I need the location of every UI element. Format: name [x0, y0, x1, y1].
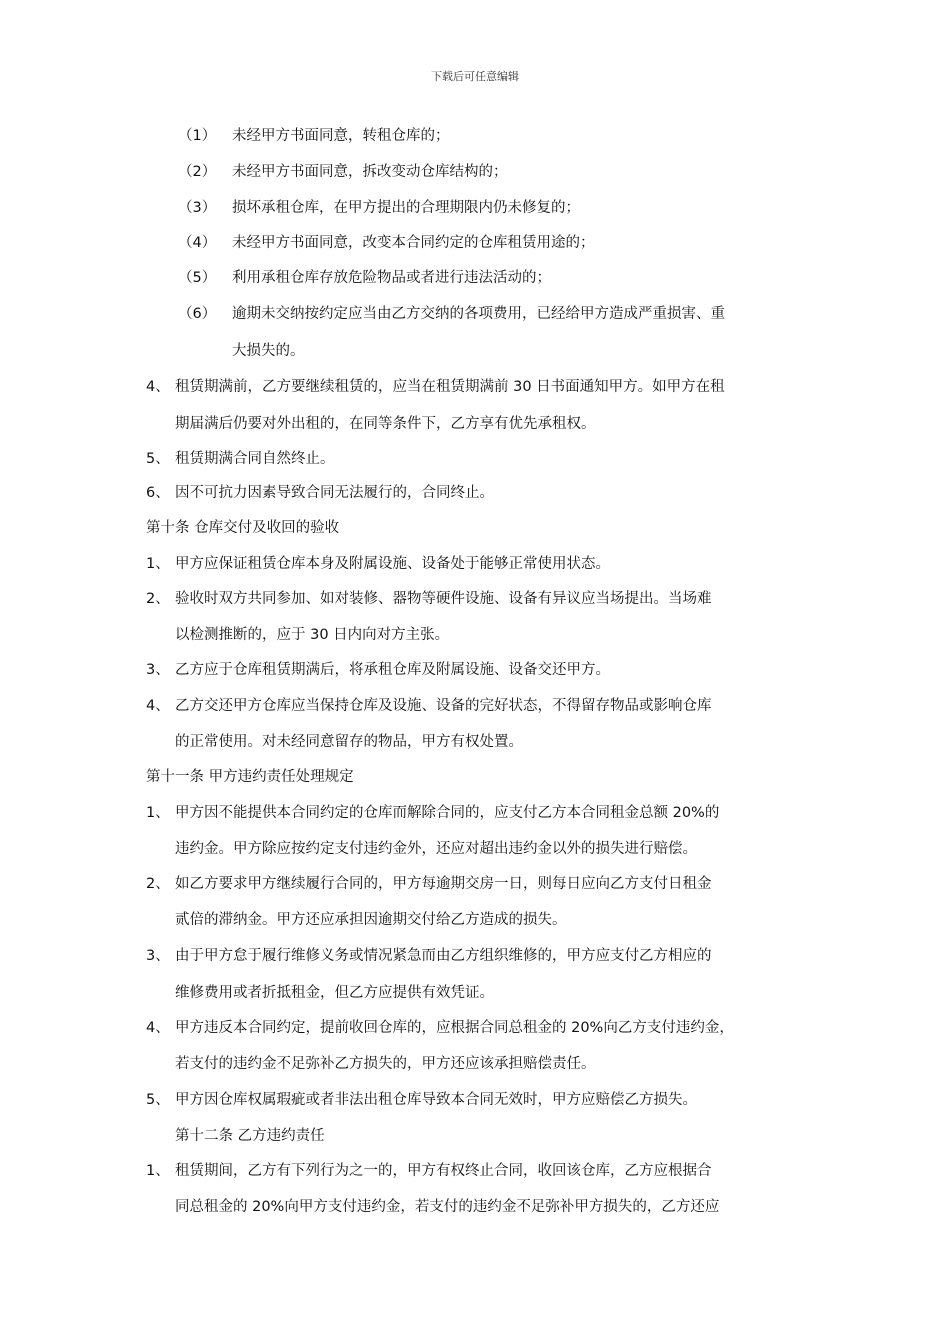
page-header: 下载后可任意编辑	[431, 70, 519, 83]
list-item-text: 乙方交还甲方仓库应当保持仓库及设施、设备的完好状态，不得留存物品或影响仓库	[175, 698, 712, 714]
article-12-title: 第十二条 乙方违约责任	[175, 1128, 325, 1144]
article-10-title: 第十条 仓库交付及收回的验收	[146, 520, 340, 536]
list-item-text: 由于甲方怠于履行维修义务或情况紧急而由乙方组织维修的，甲方应支付乙方相应的	[175, 948, 712, 964]
sub-item-text: 利用承租仓库存放危险物品或者进行违法活动的；	[232, 270, 551, 286]
sub-item-number: （1）	[178, 128, 217, 144]
list-item-continuation: 期届满后仍要对外出租的，在同等条件下，乙方享有优先承租权。	[175, 416, 596, 432]
sub-item-number: （4）	[178, 235, 217, 251]
sub-item-number: （3）	[178, 200, 217, 216]
sub-item-number: （2）	[178, 164, 217, 180]
list-item-number: 1、	[146, 805, 170, 821]
list-item-number: 6、	[146, 485, 170, 501]
list-item-number: 4、	[146, 379, 170, 395]
sub-item-text: 未经甲方书面同意，拆改变动仓库结构的；	[232, 164, 508, 180]
list-item-number: 4、	[146, 1020, 170, 1036]
list-item-text: 甲方违反本合同约定，提前收回仓库的，应根据合同总租金的 20%向乙方支付违约金，	[175, 1020, 734, 1036]
list-item-text: 甲方应保证租赁仓库本身及附属设施、设备处于能够正常使用状态。	[175, 556, 610, 572]
list-item-text: 因不可抗力因素导致合同无法履行的，合同终止。	[175, 485, 494, 501]
list-item-continuation: 贰倍的滞纳金。甲方还应承担因逾期交付给乙方造成的损失。	[175, 912, 567, 928]
list-item-number: 1、	[146, 1163, 170, 1179]
sub-item-text: 损坏承租仓库，在甲方提出的合理期限内仍未修复的；	[232, 200, 580, 216]
list-item-continuation: 以检测推断的，应于 30 日内向对方主张。	[175, 627, 450, 643]
list-item-text: 租赁期满合同自然终止。	[175, 451, 335, 467]
list-item-text: 验收时双方共同参加、如对装修、器物等硬件设施、设备有异议应当场提出。当场难	[175, 591, 712, 607]
list-item-continuation: 的正常使用。对未经同意留存的物品，甲方有权处置。	[175, 734, 523, 750]
article-11-title: 第十一条 甲方违约责任处理规定	[146, 769, 354, 785]
sub-item-text: 逾期未交纳按约定应当由乙方交纳的各项费用，已经给甲方造成严重损害、重	[232, 306, 725, 322]
list-item-number: 1、	[146, 556, 170, 572]
sub-item-number: （6）	[178, 306, 217, 322]
list-item-number: 5、	[146, 1092, 170, 1108]
list-item-text: 乙方应于仓库租赁期满后，将承租仓库及附属设施、设备交还甲方。	[175, 662, 610, 678]
list-item-number: 5、	[146, 451, 170, 467]
list-item-text: 租赁期满前，乙方要继续租赁的，应当在租赁期满前 30 日书面通知甲方。如甲方在租	[175, 379, 725, 395]
list-item-number: 2、	[146, 876, 170, 892]
list-item-text: 租赁期间，乙方有下列行为之一的，甲方有权终止合同，收回该仓库，乙方应根据合	[175, 1163, 712, 1179]
sub-item-text: 未经甲方书面同意，改变本合同约定的仓库租赁用途的；	[232, 235, 595, 251]
list-item-text: 如乙方要求甲方继续履行合同的，甲方每逾期交房一日，则每日应向乙方支付日租金	[175, 876, 712, 892]
list-item-continuation: 同总租金的 20%向甲方支付违约金，若支付的违约金不足弥补甲方损失的，乙方还应	[175, 1199, 720, 1215]
list-item-number: 3、	[146, 662, 170, 678]
sub-item-text: 未经甲方书面同意，转租仓库的；	[232, 128, 450, 144]
list-item-number: 3、	[146, 948, 170, 964]
list-item-continuation: 若支付的违约金不足弥补乙方损失的，甲方还应该承担赔偿责任。	[175, 1056, 596, 1072]
list-item-text: 甲方因仓库权属瑕疵或者非法出租仓库导致本合同无效时，甲方应赔偿乙方损失。	[175, 1092, 697, 1108]
sub-item-number: （5）	[178, 270, 217, 286]
list-item-continuation: 维修费用或者折抵租金，但乙方应提供有效凭证。	[175, 985, 494, 1001]
list-item-number: 4、	[146, 698, 170, 714]
list-item-text: 甲方因不能提供本合同约定的仓库而解除合同的，应支付乙方本合同租金总额 20%的	[175, 805, 720, 821]
sub-item-continuation: 大损失的。	[232, 343, 305, 359]
list-item-number: 2、	[146, 591, 170, 607]
list-item-continuation: 违约金。甲方除应按约定支付违约金外，还应对超出违约金以外的损失进行赔偿。	[175, 841, 697, 857]
